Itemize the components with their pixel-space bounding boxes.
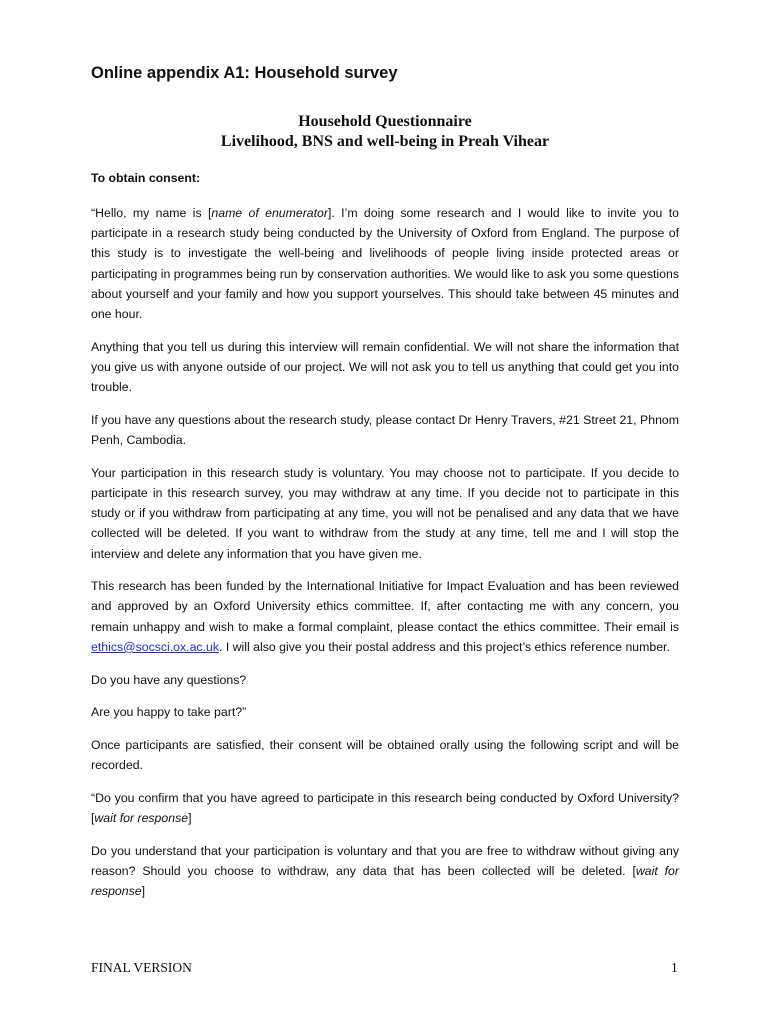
paragraph-confirm: [91, 788, 679, 828]
paragraph-contact: If you have any questions about the research study, please contact Dr Henry Travers, #21 Street 21, Phnom Penh, Cambodia.: [91, 412, 679, 448]
paragraph-confidentiality: Anything that you tell us during this interview will remain confidential. We will not share the information that you give us with anyone outside of our project. We will not ask you to tell us anything that could get you into trouble.: [91, 339, 679, 395]
paragraph-intro: [91, 203, 679, 324]
text-segment: ]: [141, 884, 146, 899]
paragraph-voluntary: Your participation in this research study is voluntary. You may choose not to participate. If you decide to participate in this research survey, you may withdraw at any time. If you decide not to participate in this study or if you withdraw from participating at any time, you will not be penalised and any data that we have collected will be deleted. If you want to withdraw from the study at any time, tell me and I will stop the interview and delete any information that you have given me.: [91, 465, 679, 561]
wait-for-response: wait for response: [94, 811, 189, 826]
ethics-email-link[interactable]: ethics@socsci.ox.ac.uk: [91, 639, 219, 654]
document-title-line-2: Livelihood, BNS and well-being in Preah Vihear: [220, 133, 550, 150]
footer-version: FINAL VERSION: [91, 960, 192, 975]
text-segment: “Do you confirm that you have agreed to participate in this research being conducted by Oxford University? [: [91, 790, 679, 826]
text-segment: This research has been funded by the International Initiative for Impact Evaluation and has been reviewed and approved by an Oxford University ethics committee. If, after contacting me with any concern, you remain unhappy and wish to make a formal complaint, please contact the ethics committee. Their email is: [91, 579, 679, 634]
text-segment: ]: [188, 811, 192, 826]
paragraph-take-part: Are you happy to take part?”: [91, 705, 247, 720]
consent-heading: To obtain consent:: [91, 171, 201, 185]
placeholder-enumerator: name of enumerator: [211, 206, 328, 220]
page-number: 1: [671, 960, 678, 975]
text-segment: “Hello, my name is [: [91, 206, 212, 220]
text-segment: ]. I’m doing some research and I would like to invite you to participate in a research study being conducted by the University of Oxford from England. The purpose of this study is to investigate the well-being and livelihoods of people living inside protected areas or participating in programmes being run by conservation authorities. We would like to ask you some questions about yourself and your family and how you support yourselves. This should take between 45 minutes and one hour.: [91, 206, 679, 322]
paragraph-questions: Do you have any questions?: [91, 672, 247, 687]
paragraph-understand: [91, 841, 679, 902]
paragraph-funding: [91, 576, 679, 657]
document-title-line-1: Household Questionnaire: [298, 113, 472, 130]
paragraph-oral-consent: Once participants are satisfied, their consent will be obtained orally using the following script and will be recorded.: [91, 737, 679, 773]
wait-for-response: wait for response: [91, 863, 679, 899]
text-segment: Do you understand that your participation is voluntary and that you are free to withdraw without giving any reason? Should you choose to withdraw, any data that has been collected will be deleted. [: [91, 843, 679, 878]
page-title: Online appendix A1: Household survey: [91, 64, 398, 82]
text-segment: . I will also give you their postal address and this project’s ethics reference number.: [218, 639, 670, 654]
document-body: [91, 203, 679, 914]
